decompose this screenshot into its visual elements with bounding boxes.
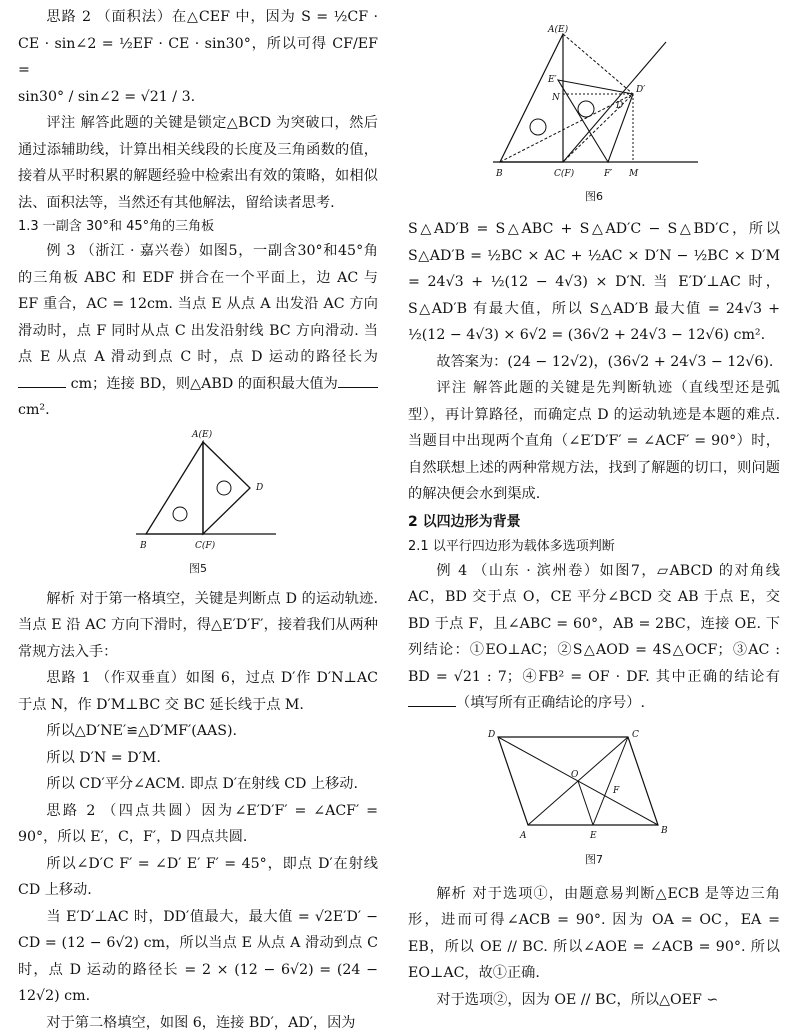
- fig6-label-e: E′: [547, 75, 557, 85]
- fig7-label-a: A: [519, 831, 527, 841]
- approach1-paragraph: 思路 1 （作双垂直）如图 6，过点 D′作 D′N⊥AC 于点 N，作 D′M⊥BC 交 BC 延长线于点 M.: [18, 665, 378, 718]
- fig6-label-d: D: [615, 101, 623, 111]
- fig6-label-m: M: [628, 169, 639, 179]
- fig5-label-c: C(F): [195, 540, 216, 551]
- approach1-line-c: 所以 CD′平分∠ACM. 即点 D′在射线 CD 上移动.: [18, 771, 378, 798]
- approach2-line-b: 当 E′D′⊥AC 时，DD′值最大，最大值 = √2E′D′ − CD = (12 − 6√2) cm，所以当点 E 从点 A 滑动到点 C 时，点 D 运动的路径长 = 2 × (12 − 6√2) = (24 − 12√2) cm.: [18, 904, 378, 1010]
- option-2-intro: 对于选项②，因为 OE // BC，所以△OEF ∽: [408, 987, 780, 1014]
- answer-blank-3: [408, 694, 456, 707]
- area-computation-text: S△AD′B = S△ABC + S△AD′C − S△BD′C，所以 S△AD′B = ½BC × AC + ½AC × D′N − ½BC × D′M = 24√3 + ½(12 − 4√3) × D′N. 当 E′D′⊥AC 时，S△AD′B 有最大值，所以 S△AD′B 最大值 = 24√3 + ½(12 − 4√3) × 6√2 = (36√2 + 24√3 − 12√6) cm².: [408, 216, 780, 349]
- section-2-1-heading: 2.1 以平行四边形为载体多选项判断: [408, 536, 780, 558]
- fig7-caption: 图7: [408, 851, 780, 869]
- comment-paragraph: 评注 解答此题的关键是锁定△BCD 为突破口，然后通过添辅助线，计算出相关线段的长度及三角函数的值，接着从平时积累的解题经验中检索出有效的策略，如相似法、面积法等，当然还有其他解法，留给读者思考.: [18, 110, 378, 216]
- second-blank-intro: 对于第二格填空，如图 6，连接 BD′，AD′，因为: [18, 1010, 378, 1036]
- figure-5: [18, 424, 378, 554]
- fig7-label-e: E: [589, 831, 597, 841]
- approach1-line-b: 所以 D′N = D′M.: [18, 745, 378, 772]
- section-1-3-heading: 1.3 一副含 30°和 45°角的三角板: [18, 216, 378, 238]
- fig6-label-b: B: [495, 169, 503, 179]
- right-column: [408, 0, 780, 1013]
- example-4-text: 例 4 （山东 · 滨州卷）如图7，▱ABCD 的对角线 AC，BD 交于点 O，CE 平分∠BCD 交 AB 于点 E，交 BD 于点 F，且∠ABC = 60°，AB = 2BC，连接 OE. 下列结论：①EO⊥AC；②S△AOD = 4S△OCF；③AC : BD = √21 : 7；④FB² = OF · DF. 其中正确的结论有（填写所有正确结论的序号）.: [408, 558, 780, 717]
- fig6-caption: 图6: [408, 188, 780, 206]
- approach2-paragraph: 思路 2 （四点共圆）因为∠E′D′F′ = ∠ACF′ = 90°，所以 E′，C，F′，D 四点共圆.: [18, 798, 378, 851]
- analysis-2-paragraph: 解析 对于选项①，由题意易判断△ECB 是等边三角形，进而可得∠ACB = 90°. 因为 OA = OC，EA = EB，所以 OE // BC. 所以∠AOE = ∠ACB = 90°. 所以 EO⊥AC，故①正确.: [408, 881, 780, 987]
- fig7-label-f: F: [612, 786, 620, 796]
- figure-7: [408, 725, 780, 845]
- approach1-line-a: 所以△D′NE′≌△D′MF′(AAS).: [18, 718, 378, 745]
- answer-line: 故答案为：(24 − 12√2)，(36√2 + 24√3 − 12√6).: [408, 349, 780, 376]
- fig6-label-c: C(F): [554, 168, 575, 179]
- area-result-text: sin30° / sin∠2 = √21 / 3.: [18, 84, 378, 111]
- answer-blank-1: [18, 375, 66, 388]
- fig5-label-b: B: [139, 541, 147, 551]
- fig5-label-a: A(E): [191, 429, 213, 440]
- fig7-label-d: D: [487, 730, 495, 740]
- answer-blank-2: [338, 375, 378, 388]
- approach2-line-a: 所以∠D′C F′ = ∠D′ E′ F′ = 45°，即点 D′在射线 CD 上移动.: [18, 851, 378, 904]
- fig5-caption: 图5: [18, 560, 378, 578]
- fig6-label-dprime: D′: [635, 85, 645, 95]
- comment-2-paragraph: 评注 解答此题的关键是先判断轨迹（直线型还是弧型），再计算路径，而确定点 D 的运动轨迹是本题的难点. 当题目中出现两个直角（∠E′D′F′ = ∠ACF′ = 90°）时，自然联想上述的两种常规方法，找到了解题的切口，则问题的解决便会水到渠成.: [408, 375, 780, 508]
- figure-6: [408, 22, 780, 182]
- section-2-heading: 2 以四边形为背景: [408, 510, 780, 534]
- fig6-label-f: F′: [603, 169, 612, 179]
- fig7-label-c: C: [632, 730, 639, 740]
- left-column: [18, 0, 378, 1036]
- analysis-paragraph: 解析 对于第一格填空，关键是判断点 D 的运动轨迹. 当点 E 沿 AC 方向下滑时，得△E′D′F′，接着我们从两种常规方法入手：: [18, 586, 378, 666]
- approach2-area-text: 思路 2 （面积法）在△CEF 中，因为 S = ½CF · CE · sin∠2 = ½EF · CE · sin30°，所以可得 CF/EF =: [18, 4, 378, 84]
- example-3-text: 例 3 （浙江 · 嘉兴卷）如图5，一副含30°和45°角的三角板 ABC 和 EDF 拼合在一个平面上，边 AC 与 EF 重合，AC = 12cm. 当点 E 从点 A 出发沿 AC 方向滑动时，点 F 同时从点 C 出发沿射线 BC 方向滑动. 当点 E 从点 A 滑动到点 C 时，点 D 运动的路径长为 cm；连接 BD，则△ABD 的面积最大值为 cm².: [18, 238, 378, 424]
- fig5-label-d: D: [255, 483, 263, 493]
- fig7-label-o: O: [571, 770, 579, 780]
- fig6-label-n: N: [551, 93, 561, 103]
- fig6-label-a: A(E): [547, 24, 569, 35]
- fig7-label-b: B: [660, 826, 668, 836]
